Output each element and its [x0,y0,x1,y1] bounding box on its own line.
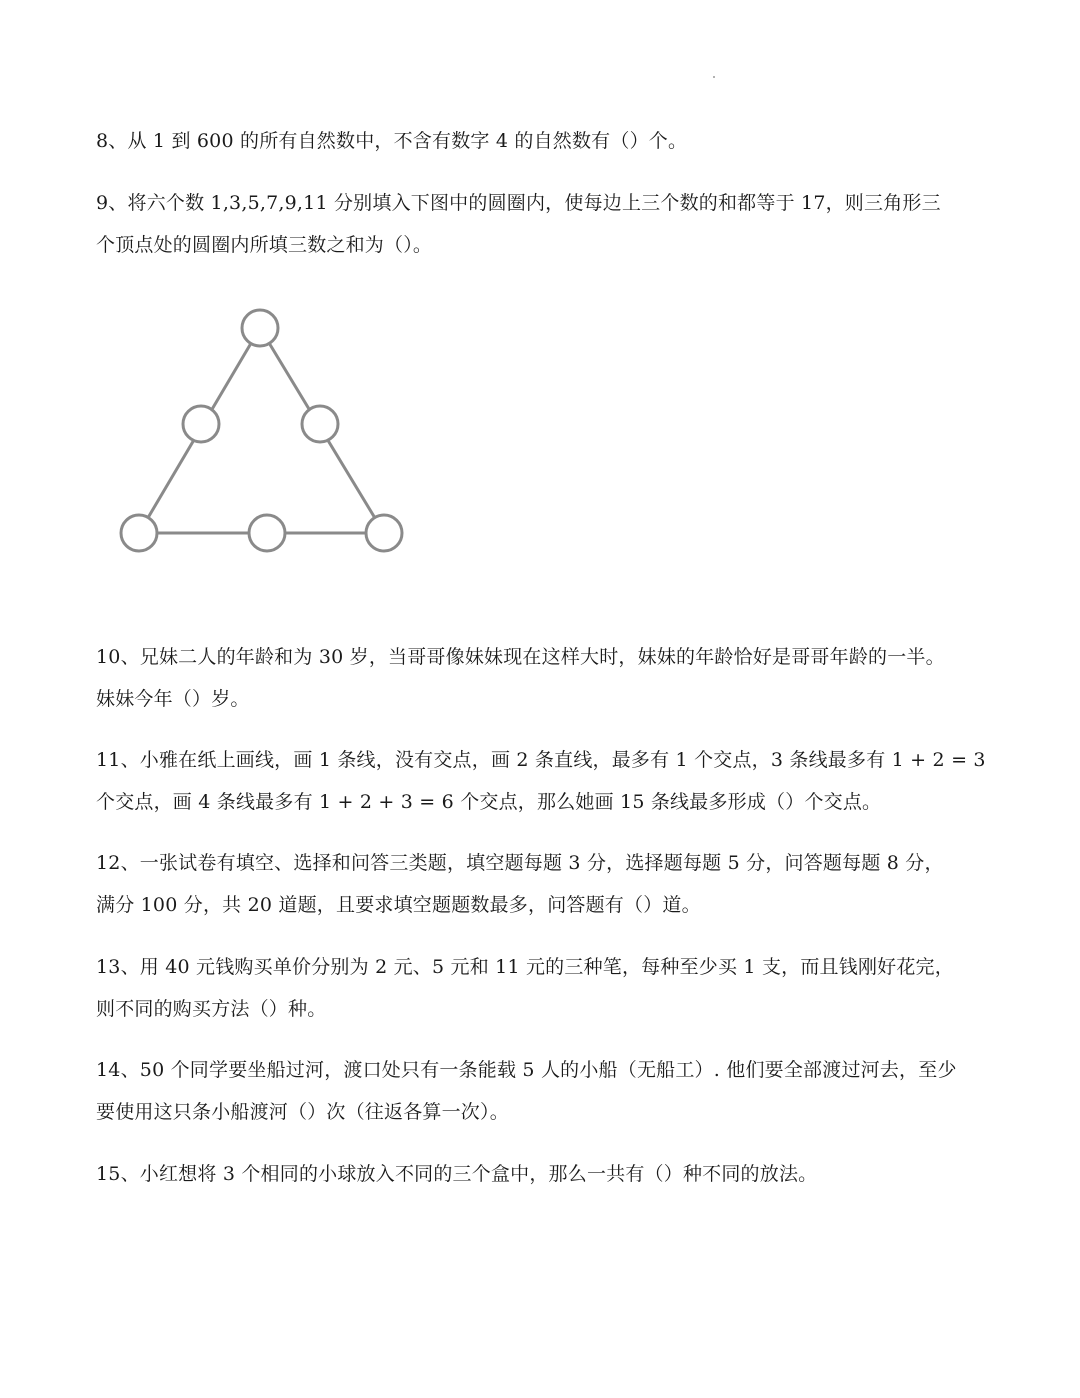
question-10-text-line1: 10、兄妹二人的年龄和为 30 岁，当哥哥像妹妹现在这样大时，妹妹的年龄恰好是哥哥年龄的一半。 [96,646,945,668]
question-12 [96,853,996,915]
question-14 [96,1060,996,1122]
circle-bottom-right-vertex [366,515,402,551]
circle-bottom-middle [249,515,285,551]
question-13-text-line2: 则不同的购买方法（）种。 [96,998,327,1020]
question-9-text-line1: 9、将六个数 1,3,5,7,9,11 分别填入下图中的圆圈内，使每边上三个数的和都等于 17，则三角形三 [96,192,941,214]
question-10-text-line2: 妹妹今年（）岁。 [96,688,250,710]
question-9 [96,193,996,255]
question-10 [96,647,996,709]
question-11-text-line2: 个交点，画 4 条线最多有 1 + 2 + 3 = 6 个交点，那么她画 15 条线最多形成（）个交点。 [96,791,882,813]
question-15 [96,1164,996,1184]
question-13-text-line1: 13、用 40 元钱购买单价分别为 2 元、5 元和 11 元的三种笔，每种至少买 1 支，而且钱刚好花完， [96,956,954,978]
question-8 [96,131,996,151]
question-12-text-line1: 12、一张试卷有填空、选择和问答三类题，填空题每题 3 分，选择题每题 5 分，问答题每题 8 分， [96,852,944,874]
circle-left-middle [183,406,219,442]
question-14-text-line2: 要使用这只条小船渡河（）次（往返各算一次）。 [96,1101,509,1123]
circle-top-vertex [242,310,278,346]
circle-right-middle [302,406,338,442]
triangle-circles-figure [110,300,420,570]
question-9-text-line2: 个顶点处的圆圈内所填三数之和为（）。 [96,234,433,256]
question-15-text: 15、小红想将 3 个相同的小球放入不同的三个盒中，那么一共有（）种不同的放法。 [96,1163,818,1185]
question-12-text-line2: 满分 100 分，共 20 道题，且要求填空题题数最多，问答题有（）道。 [96,894,701,916]
question-8-text: 8、从 1 到 600 的所有自然数中，不含有数字 4 的自然数有（）个。 [96,130,688,152]
circle-bottom-left-vertex [121,515,157,551]
stray-mark [713,76,715,78]
question-11 [96,750,996,812]
question-14-text-line1: 14、50 个同学要坐船过河，渡口处只有一条能载 5 人的小船（无船工）. 他们要全部渡过河去，至少 [96,1059,957,1081]
question-13 [96,957,996,1019]
question-11-text-line1: 11、小雅在纸上画线，画 1 条线，没有交点，画 2 条直线，最多有 1 个交点，3 条线最多有 1 + 2 = 3 [96,749,986,771]
